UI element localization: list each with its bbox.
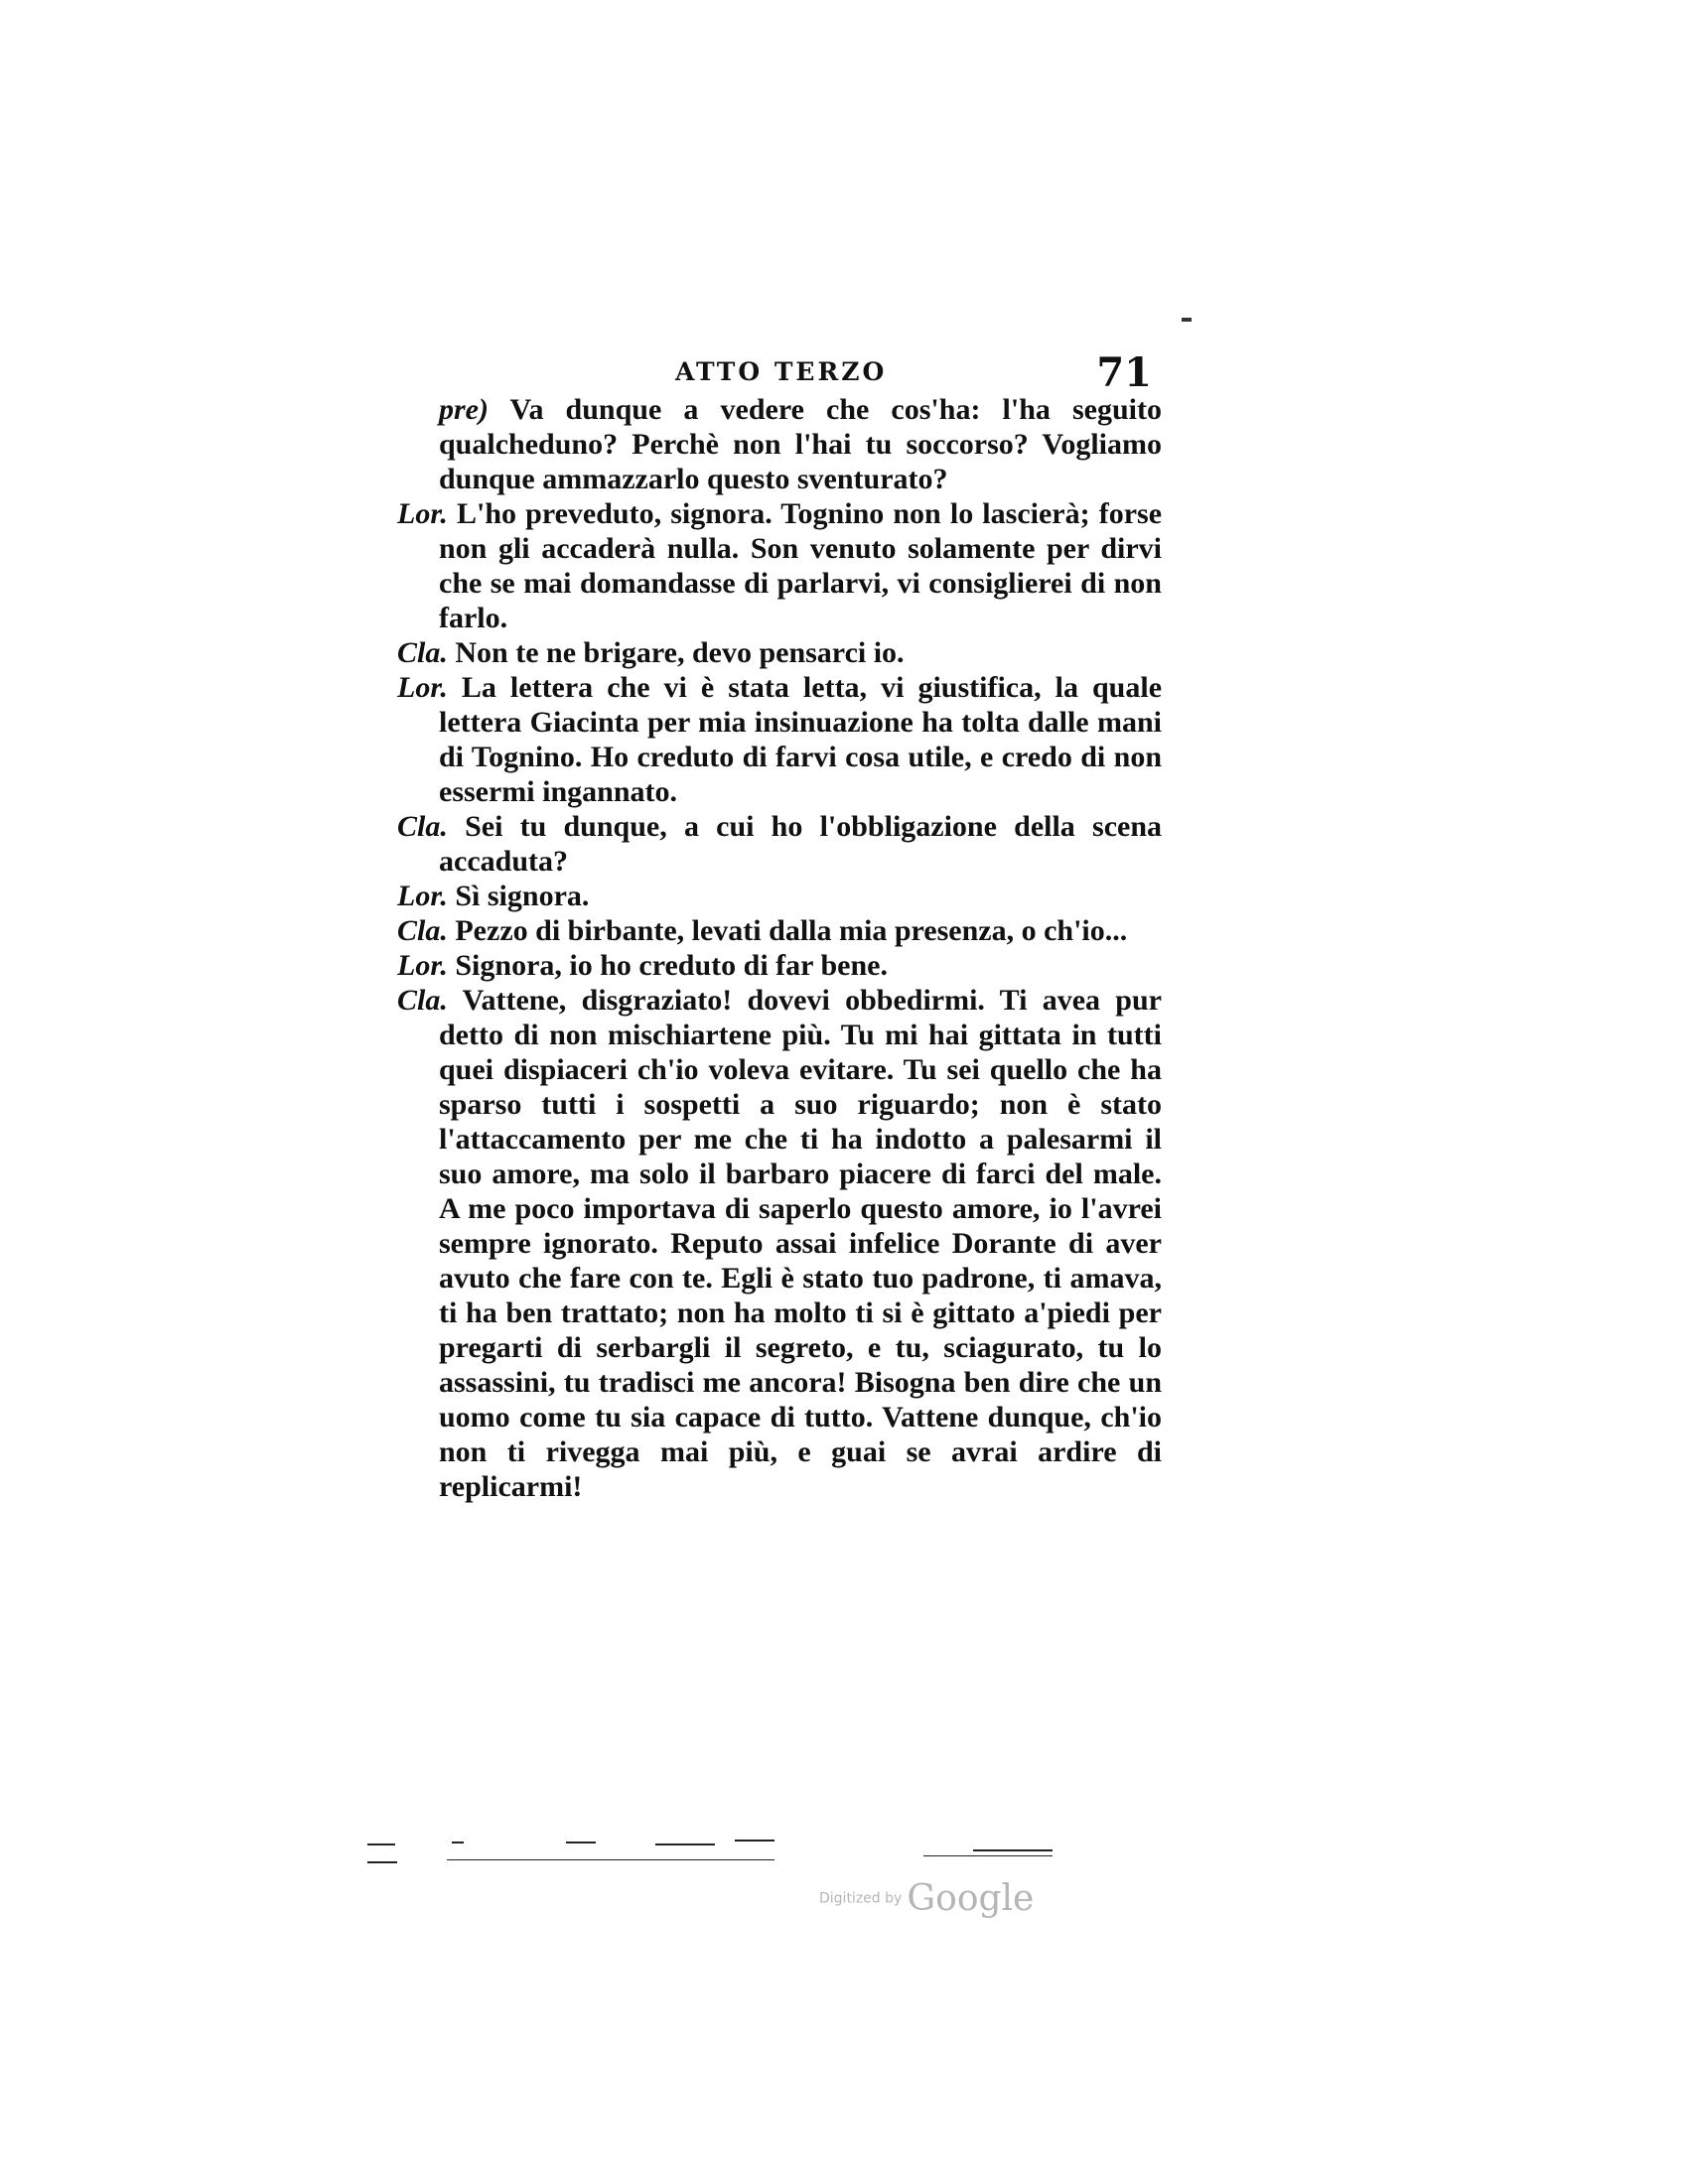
speaker-label: Lor. [397,949,448,982]
speech-text: L'ho preveduto, signora. Tognino non lo lascierà; forse non gli accaderà nulla. Son venuto solamente per dirvi che se mai domandasse di parlarvi, vi consiglierei di non farlo. [439,497,1163,634]
page-header [427,349,1162,396]
speech [397,809,1162,879]
speaker-label: Cla. [397,914,448,947]
speech-continuation [397,392,1162,496]
speech-text: Sei tu dunque, a cui ho l'obbligazione della scena accaduta? [439,810,1163,878]
digitization-watermark [819,1878,1034,1919]
page-number: 71 [1096,349,1152,396]
speech-text: Vattene, disgraziato! dovevi obbedirmi. Ti avea pur detto di non mischiartene più. Tu mi hai gittata in tutti quei dispiaceri ch'io voleva evitare. Tu sei quello che ha sparso tutti i sospetti a suo riguardo; non è stato l'attaccamento per me che ti ha indotto a palesarmi il suo amore, ma solo il barbaro piacere di farci del male. A me poco importava di saperlo questo amore, io l'avrei sempre ignorato. Reputo assai infelice Dorante di aver avuto che fare con te. Egli è stato tuo padrone, ti amava, ti ha ben trattato; non ha molto ti si è gittato a'piedi per pregarti di serbargli il segreto, e tu, sciagurato, tu lo assassini, tu tradisci me ancora! Bisogna ben dire che un uomo come tu sia capace di tutto. Vattene dunque, ch'io non ti rivegga mai più, e guai se avrai ardire di replicarmi! [439,984,1162,1503]
speech-text: Va dunque a vedere che cos'ha: l'ha seguito qualcheduno? Perchè non l'hai tu soccorso? Vogliamo dunque ammazzarlo questo sventurato? [439,393,1162,495]
speaker-label: Cla. [397,810,448,843]
speech-text: Signora, io ho creduto di far bene. [455,949,888,982]
speech-text: Pezzo di birbante, levati dalla mia presenza, o ch'io... [455,914,1128,947]
speech-text: La lettera che vi è stata letta, vi giustifica, la quale lettera Giacinta per mia insinuazione ha tolta dalle mani di Tognino. Ho creduto di farvi cosa utile, e credo di non essermi ingannato. [439,671,1163,808]
speech [397,496,1162,635]
dialogue-text [397,392,1162,1504]
speech [397,879,1162,913]
speech-text: Non te ne brigare, devo pensarci io. [455,636,905,669]
speech [397,635,1162,670]
speaker-label: Lor. [397,671,448,704]
edge-mark [1182,318,1192,322]
speaker-label: Lor. [397,880,448,912]
speaker-label: Cla. [397,984,448,1017]
speech [397,913,1162,948]
watermark-prefix: Digitized by [819,1890,903,1907]
running-head: ATTO TERZO [675,357,888,386]
speaker-label: Lor. [397,497,448,530]
speaker-label: Cla. [397,636,448,669]
speech [397,670,1162,809]
continued-fragment: pre) [439,393,489,426]
speech-text: Sì signora. [455,880,590,912]
speech [397,983,1162,1504]
google-logo: Google [907,1878,1035,1919]
speech [397,948,1162,983]
